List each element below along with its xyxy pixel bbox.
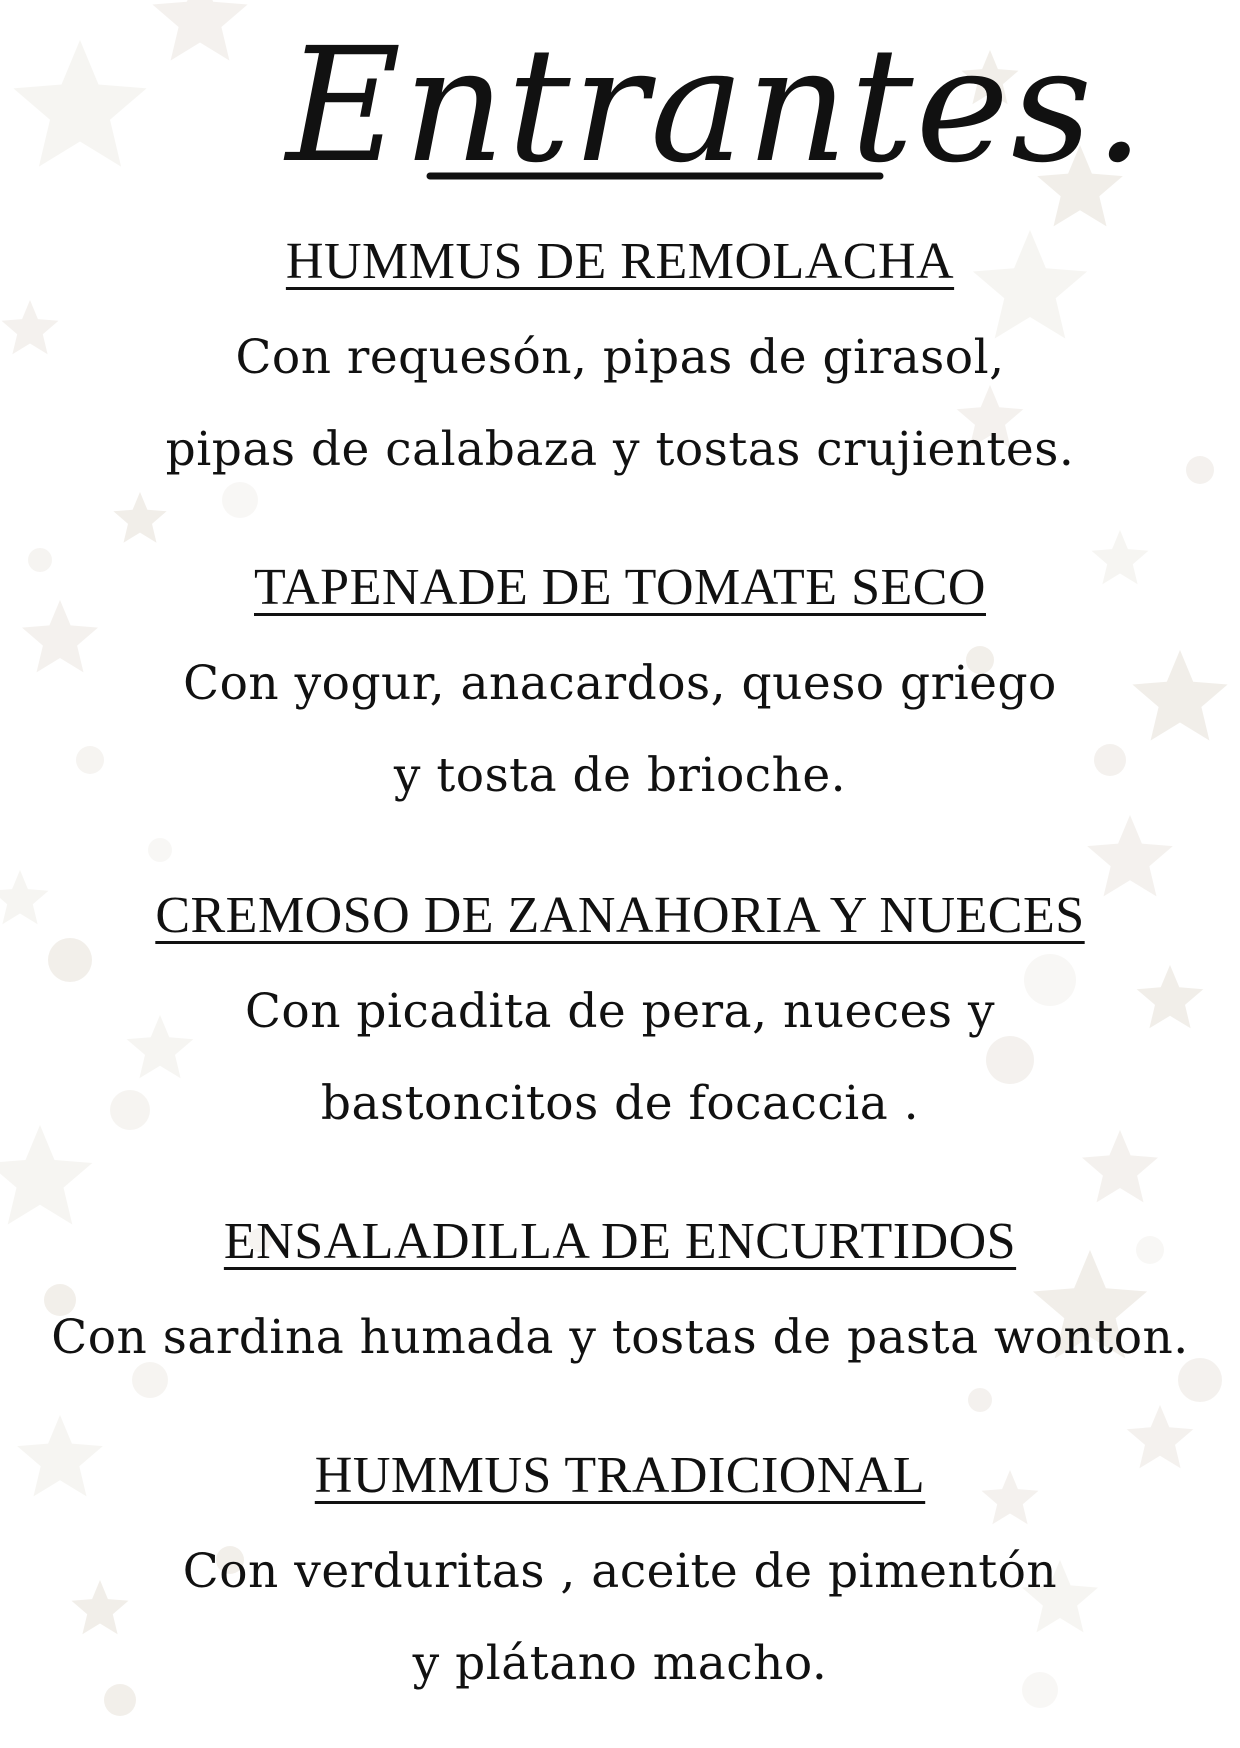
menu-item-description: pipas de calabaza y tostas crujientes. xyxy=(165,422,1075,477)
dot-decoration xyxy=(968,1388,992,1412)
menu-item-description: y plátano macho. xyxy=(412,1636,828,1691)
menu-item-hummus-remolacha xyxy=(0,232,1240,496)
menu-item-cremoso-zanahoria xyxy=(0,886,1240,1150)
menu-item-description: Con sardina humada y tostas de pasta wonton. xyxy=(51,1310,1189,1365)
menu-item-name: HUMMUS DE REMOLACHA xyxy=(285,233,955,290)
menu-item-ensaladilla xyxy=(0,1212,1240,1384)
star-decoration xyxy=(1087,815,1173,896)
menu-item-description: Con verduritas , aceite de pimentón xyxy=(182,1544,1058,1599)
menu-item-name: ENSALADILLA DE ENCURTIDOS xyxy=(223,1213,1017,1270)
menu-item-description: Con yogur, anacardos, queso griego xyxy=(183,656,1057,711)
menu-item-description: Con requesón, pipas de girasol, xyxy=(235,330,1005,385)
menu-item-description: bastoncitos de focaccia . xyxy=(320,1076,920,1131)
star-decoration xyxy=(113,492,166,543)
dot-decoration xyxy=(148,838,172,862)
menu-item-tapenade xyxy=(0,558,1240,822)
page-title: Entrantes. xyxy=(286,14,1147,198)
menu-item-description: Con picadita de pera, nueces y xyxy=(244,984,996,1039)
menu-item-hummus-tradicional xyxy=(0,1446,1240,1710)
menu-item-name: HUMMUS TRADICIONAL xyxy=(314,1447,926,1504)
title-area xyxy=(0,0,1240,230)
page-title-graphic xyxy=(280,0,1147,225)
menu-item-name: TAPENADE DE TOMATE SECO xyxy=(254,559,986,616)
menu-item-description: y tosta de brioche. xyxy=(393,748,847,803)
menu-item-name: CREMOSO DE ZANAHORIA Y NUECES xyxy=(155,887,1085,944)
